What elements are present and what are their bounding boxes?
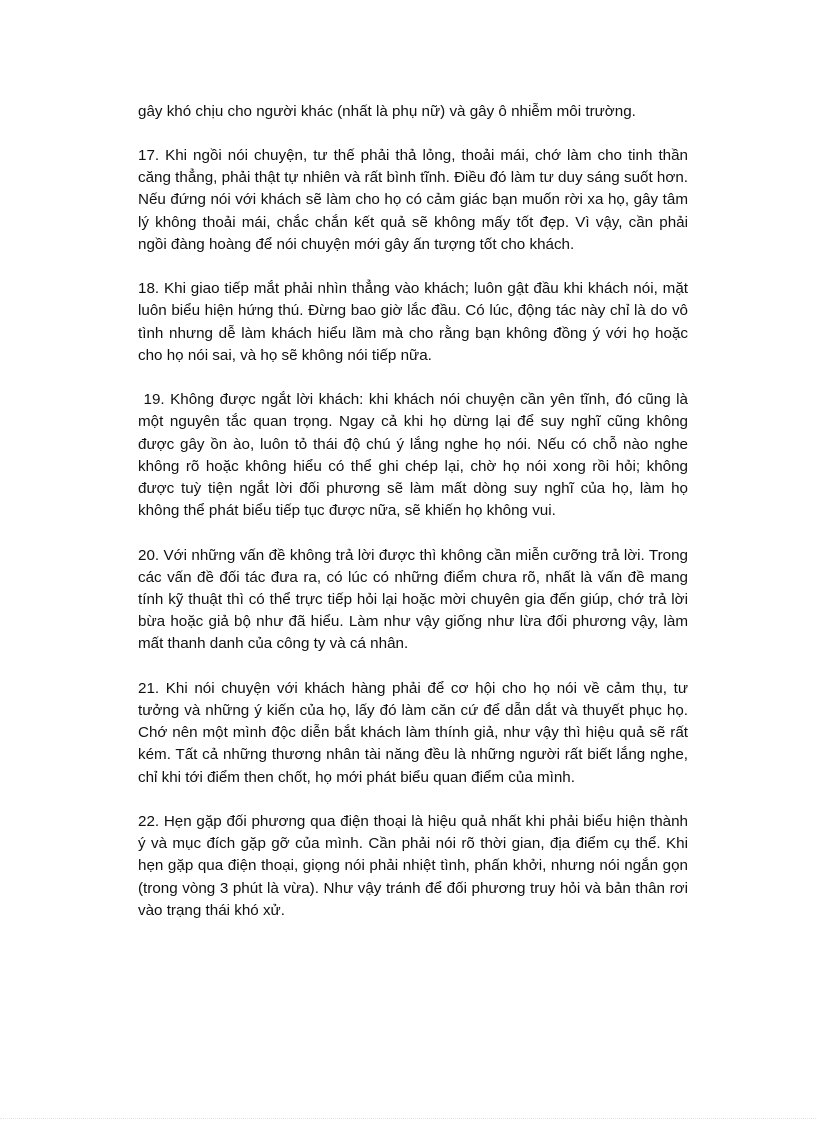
paragraph-21: 21. Khi nói chuyện với khách hàng phải để cơ hội cho họ nói về cảm thụ, tư tưởng và những ý kiến của họ, lấy đó làm căn cứ để dẫn dắt và thuyết phục họ. Chớ nên một mình độc diễn bắt khách làm thính giả, như vậy thì hiệu quả sẽ rất kém. Tất cả những thương nhân tài năng đều là những người rất biết lắng nghe, chỉ khi tới điểm then chốt, họ mới phát biểu quan điểm của mình. bbox=[138, 679, 688, 786]
page-bottom-divider bbox=[0, 1118, 816, 1119]
paragraph-18: 18. Khi giao tiếp mắt phải nhìn thẳng vào khách; luôn gật đầu khi khách nói, mặt luôn biểu hiện hứng thú. Đừng bao giờ lắc đầu. Có lúc, động tác này chỉ là do vô tình nhưng dễ làm khách hiểu lầm mà cho rằng bạn không đồng ý với họ hoặc cho họ nói sai, và họ sẽ không nói tiếp nữa. bbox=[138, 280, 688, 364]
paragraph-continuation: gây khó chịu cho người khác (nhất là phụ nữ) và gây ô nhiễm môi trường. bbox=[138, 103, 636, 120]
document-body bbox=[138, 101, 693, 944]
paragraph-20: 20. Với những vấn đề không trả lời được thì không cần miễn cưỡng trả lời. Trong các vấn đề đối tác đưa ra, có lúc có những điểm chưa rõ, nhất là vấn đề mang tính kỹ thuật thì có thể trực tiếp hỏi lại hoặc mời chuyên gia đến giúp, chớ trả lời bừa hoặc giả bộ như đã hiểu. Làm như vậy giống như lừa đối phương vậy, làm mất thanh danh của công ty và cá nhân. bbox=[138, 546, 688, 653]
paragraph-22: 22. Hẹn gặp đối phương qua điện thoại là hiệu quả nhất khi phải biểu hiện thành ý và mục đích gặp gỡ của mình. Cần phải nói rõ thời gian, địa điểm cụ thể. Khi hẹn gặp qua điện thoại, giọng nói phải nhiệt tình, phấn khởi, nhưng nói ngắn gọn (trong vòng 3 phút là vừa). Như vậy tránh để đối phương truy hỏi và bản thân rơi vào trạng thái khó xử. bbox=[138, 813, 688, 919]
paragraph-17: 17. Khi ngồi nói chuyện, tư thế phải thả lỏng, thoải mái, chớ làm cho tinh thần căng thẳng, phải thật tự nhiên và rất bình tĩnh. Điều đó làm tư duy sáng suốt hơn. Nếu đứng nói với khách sẽ làm cho họ có cảm giác bạn muốn rời xa họ, gây tâm lý không thoải mái, chắc chắn kết quả sẽ không mấy tốt đẹp. Vì vậy, cần phải ngồi đàng hoàng để nói chuyện mới gây ấn tượng tốt cho khách. bbox=[138, 147, 688, 253]
paragraph-19: 19. Không được ngắt lời khách: khi khách nói chuyện cần yên tĩnh, đó cũng là một nguyên tắc quan trọng. Ngay cả khi họ dừng lại để suy nghĩ cũng không được gây ồn ào, luôn tỏ thái độ chú ý lắng nghe họ nói. Nếu có chỗ nào nghe không rõ hoặc không hiểu có thể ghi chép lại, chờ họ nói xong rồi hỏi; không được tuỳ tiện ngắt lời đối phương sẽ làm mất dòng suy nghĩ của họ, làm họ không thể phát biểu tiếp tục được nữa, sẽ khiến họ không vui. bbox=[138, 391, 693, 520]
